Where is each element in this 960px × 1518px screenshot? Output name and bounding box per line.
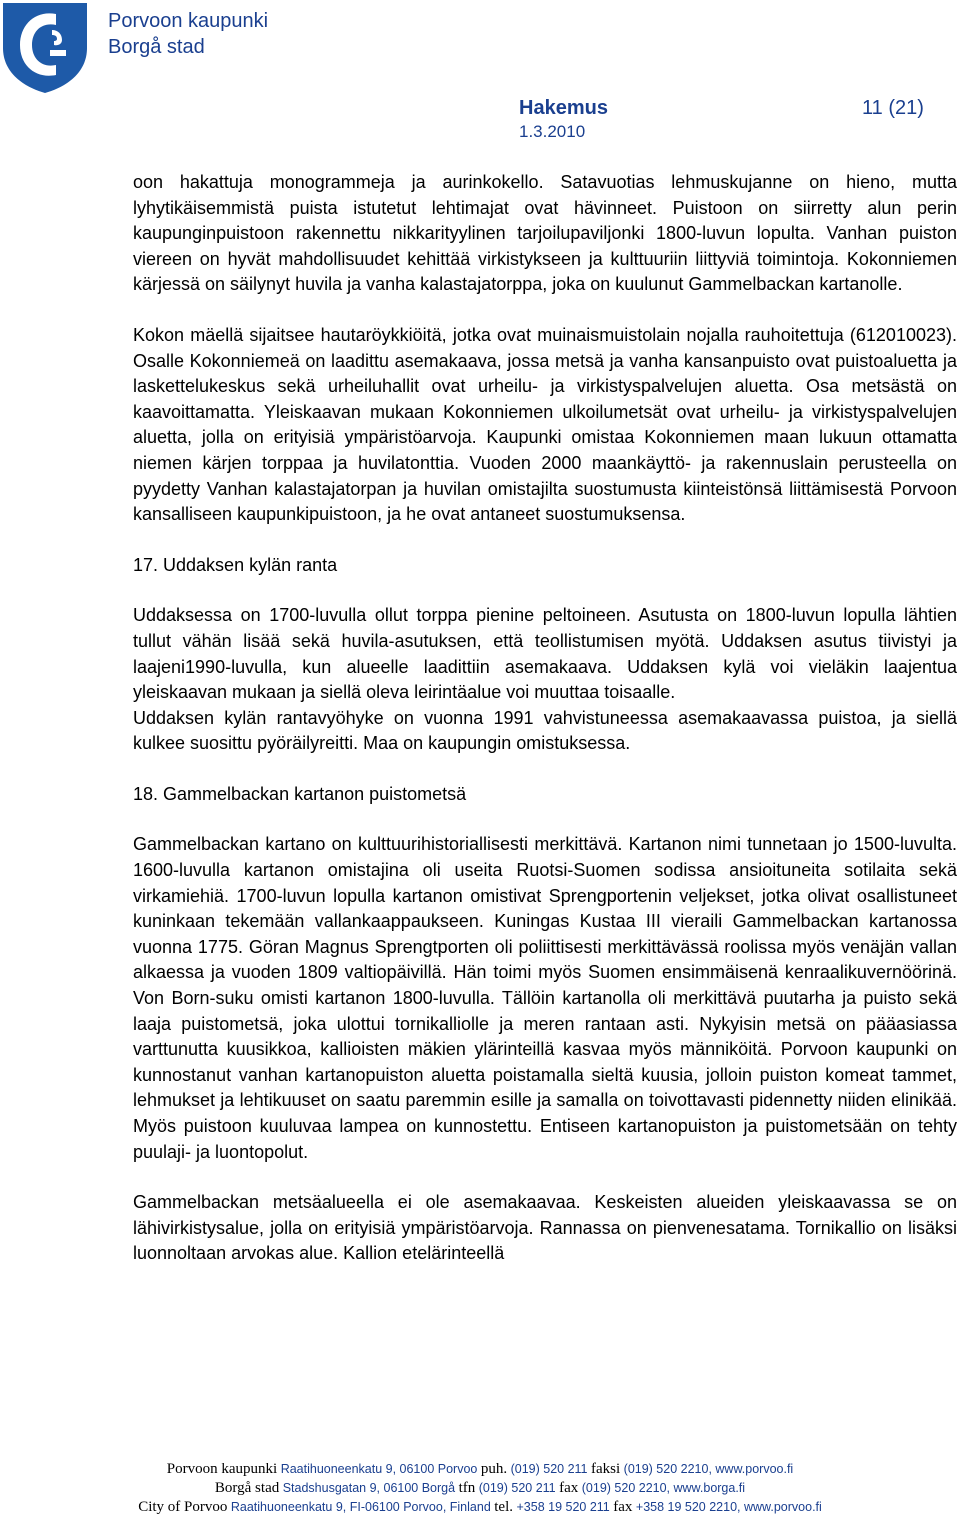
page-number: 11 (21)	[862, 97, 924, 119]
footer-fax-web: (019) 520 2210, www.borga.fi	[581, 1481, 746, 1495]
document-date: 1.3.2010	[519, 122, 586, 141]
footer-address: Raatihuoneenkatu 9, 06100 Porvoo	[280, 1462, 478, 1476]
footer-fax-label: fax	[559, 1480, 579, 1496]
footer-phone: +358 19 520 211	[516, 1500, 610, 1514]
footer-line-english	[0, 1498, 960, 1517]
paragraph: Gammelbackan kartano on kulttuurihistoriallisesti merkittävä. Kartanon nimi tunnetaan jo 1500-luvulta. 1600-luvulla kartanon omistajina oli useita Ruotsi-Suomen sodissa ansioituneita sotilaita sekä virkamiehiä. 1700-luvun lopulla kartanon omistivat Sprengportenin veljekset, jotka olivat osallistuneet kuninkaan tekemään vallankaappaukseen. Kuningas Kustaa III vieraili Gammelbackan kartanossa vuonna 1775. Göran Magnus Sprengtporten oli poliittisesti merkittävässä roolissa myös venäjän vallan alkaessa ja vuoden 1809 valtiopäivillä. Hän toimi myös Suomen ensimmäisenä kenraalikuvernöörinä. Von Born-suku omisti kartanon 1800-luvulla. Tällöin kartanolla oli merkittävä puutarha ja puisto sekä laaja puistometsä, joka ulottui tornikalliolle ja meren rantaan asti. Nykyisin metsä on pääasiassa varttunutta kuusikkoa, kallioisten mäkien ylärinteillä kasvaa myös männiköitä. Porvoon kaupunki on kunnostanut vanhan kartanopuiston aluetta poistamalla sieltä kuusia, jolloin puiston komeat tammet, lehmukset ja lehtikuuset on saatu paremmin esille ja samalla on toivottavasti pidennetty niiden elinikää. Myös puistoon kuuluvaa lampea on kunnostettu. Entiseen kartanopuiston ja puistometsään on tehty puulaji- ja luontopolut.	[133, 834, 957, 1162]
footer-org-name: Borgå stad	[214, 1480, 280, 1496]
footer-phone: (019) 520 211	[510, 1462, 588, 1476]
paragraph: Kokon mäellä sijaitsee hautaröykkiöitä, jotka ovat muinaismuistolain nojalla rauhoitettuja (612010023). Osalle Kokonniemeä on laadittu asemakaava, jossa metsä ja vanha kansanpuisto ovat puistoaluetta ja laskettelukeskus sekä urheiluhallit ovat urheilu- ja virkistyspalvelujen aluetta. Osa metsästä on kaavoittamatta. Yleiskaavan mukaan Kokonniemen ulkoilumetsät ovat urheilu- ja virkistyspalvelujen aluetta, jolla on erityisiä ympäristöarvoja. Kaupunki omistaa Kokonniemen maan lukuun ottamatta niemen kärjen torppaa ja huvilatonttia. Vuoden 2000 maankäyttö- ja rakennuslain perusteella on pyydetty Vanhan kalastajatorpan ja huvilan omistajilta suostumusta kiinteistönsä liittämisestä Porvoon kansalliseen kaupunkipuistoon, ja he ovat antaneet suostumuksensa.	[133, 324, 957, 525]
footer-fax-label: faksi	[591, 1461, 621, 1477]
org-name-swedish: Borgå stad	[108, 36, 205, 58]
porvoo-coat-of-arms-icon	[0, 0, 90, 94]
document-type: Hakemus	[519, 97, 608, 119]
footer-phone-label: tel.	[494, 1499, 514, 1515]
footer-org-name: City of Porvoo	[138, 1499, 228, 1515]
paragraph: Gammelbackan metsäalueella ei ole asemakaavaa. Keskeisten alueiden yleiskaavassa se on lähivirkistysalue, jolla on erityisiä ympäristöarvoja. Rannassa on pienvenesatama. Tornikallio on lisäksi luonnoltaan arvokas alue. Kallion etelärinteellä	[133, 1192, 957, 1264]
footer-org-name: Porvoon kaupunki	[166, 1461, 278, 1477]
footer-line-swedish	[0, 1479, 960, 1498]
page-footer	[0, 1460, 960, 1517]
footer-phone-label: tfn	[458, 1480, 476, 1496]
footer-fax-label: fax	[613, 1499, 633, 1515]
footer-line-finnish	[0, 1460, 960, 1479]
document-body	[133, 170, 957, 1267]
paragraph: oon hakattuja monogrammeja ja aurinkokello. Satavuotias lehmuskujanne on hieno, mutta lyhytikäisemmistä puista istutetut lehtimajat ovat hävinneet. Puistoon on siirretty alun perin kaupunginpuistoon rakennettu nikkarityylinen tarjoilupaviljonki 1800-luvun lopulta. Vanhan puiston viereen on hyvät mahdollisuudet kehittää virkistykseen ja kulttuuriin liittyviä toimintoja. Kokonniemen kärjessä on säilynyt huvila ja vanha kalastajatorppa, joka on kuulunut Gammelbackan kartanolle.	[133, 172, 957, 295]
section-heading-17: 17. Uddaksen kylän ranta	[133, 554, 338, 575]
footer-phone: (019) 520 211	[478, 1481, 556, 1495]
section-heading-18: 18. Gammelbackan kartanon puistometsä	[133, 783, 467, 804]
org-name-finnish: Porvoon kaupunki	[108, 10, 269, 32]
footer-address: Raatihuoneenkatu 9, FI-06100 Porvoo, Finland	[230, 1500, 491, 1514]
paragraph: Uddaksen kylän rantavyöhyke on vuonna 1991 vahvistuneessa asemakaavassa puistoa, ja siellä kulkee suosittu pyöräilyreitti. Maa on kaupungin omistuksessa.	[133, 707, 957, 754]
footer-fax-web: (019) 520 2210, www.porvoo.fi	[623, 1462, 794, 1476]
footer-fax-web: +358 19 520 2210, www.porvoo.fi	[635, 1500, 822, 1514]
paragraph: Uddaksessa on 1700-luvulla ollut torppa pienine peltoineen. Asutusta on 1800-luvun lopulla lähtien tullut vähän lisää sekä huvila-asutuksen, että teollistumisen myötä. Uddaksen asutus tiivistyi ja laajeni1990-luvulla, kun alueelle laadittiin asemakaava. Uddaksen kylä voi vieläkin laajentua yleiskaavan mukaan ja siellä oleva leirintäalue voi muuttaa toisaalle.	[133, 605, 957, 703]
footer-phone-label: puh.	[480, 1461, 508, 1477]
footer-address: Stadshusgatan 9, 06100 Borgå	[282, 1481, 456, 1495]
